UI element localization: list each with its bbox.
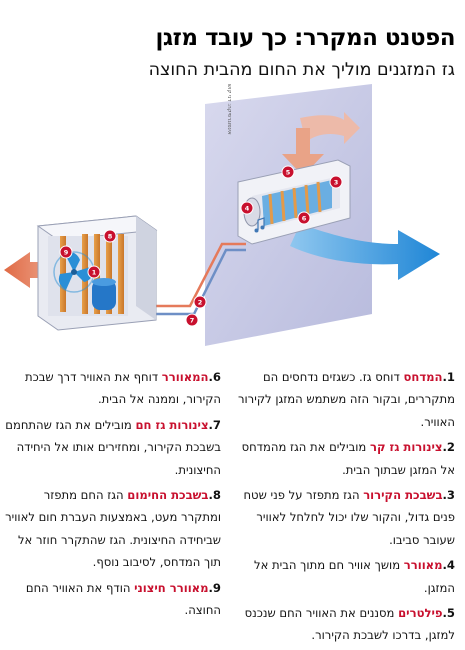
- legend-left-column: [1, 366, 221, 624]
- marker-8: [104, 230, 116, 242]
- legend-item-9: 9.מאוורר חיצוני הודף את האוויר החם החוצה.: [25, 580, 221, 618]
- credit: [224, 84, 234, 174]
- marker-4: [241, 202, 253, 214]
- svg-text:8: 8: [107, 232, 113, 241]
- legend-item-5: 5.פילטרים מסננים את האוויר החם שנכנס למזגן, בדרכו לשבכת הקירור.: [244, 606, 455, 643]
- svg-text:7: 7: [189, 316, 195, 325]
- svg-text:1: 1: [91, 268, 97, 277]
- legend-item-7: 7.צינורות גז חם מובילים את הגז שהתחמם בשבכת הקירור, ומחזירים אותו אל היחידה החיצונית.: [5, 417, 221, 477]
- marker-9: [60, 246, 72, 258]
- svg-text:6: 6: [301, 214, 307, 223]
- svg-text:3: 3: [333, 178, 339, 187]
- headline: הפטנט המקרר: כך עובד מזגן: [155, 25, 455, 51]
- marker-3: [330, 176, 342, 188]
- legend-item-3: 3.בשבכת הקירור הגז מתפזר על פני שטח פנים גדול, והקור שלו יכול לחלחל לאוויר שעובר סביבו.: [243, 488, 455, 547]
- marker-2: [194, 296, 206, 308]
- legend-right-column: [233, 366, 455, 650]
- svg-text:4: 4: [244, 204, 250, 213]
- marker-7: [186, 314, 198, 326]
- legend-item-2: 2.צינורות גז קר מובילים את הגז מהמדחס אל המזגן שבתוך הבית.: [241, 440, 455, 477]
- svg-text:2: 2: [197, 298, 203, 307]
- marker-1: [88, 266, 100, 278]
- compressor: [92, 278, 116, 310]
- legend-item-1: 1.המדחס דוחס גז. כשגזים נדחסים הם מתקררים, ובקור הזה משתמש המזגן לקירור האוויר.: [237, 370, 455, 429]
- subheadline: גז המזגנים מוליך את החום מהבית החוצה: [148, 60, 455, 80]
- credit-text: אינפוגרפיקה: דני קוש: [226, 84, 232, 135]
- legend-item-8: 8.בשבכת החימום הגז החם מתפזר ומתקרר מעט, באמצעות העברת חום לאוויר שביחידה החיצונית. הגז שהתקרר חוזר אל תוך המדחס, לסיבוב נוסף.: [5, 488, 221, 570]
- marker-6: [298, 212, 310, 224]
- marker-5: [282, 166, 294, 178]
- svg-text:5: 5: [285, 168, 291, 177]
- legend-item-4: 4.מאוורר מושך אוויר חם מתוך הבית אל המזגן.: [253, 558, 455, 595]
- legend-item-6: 6.המאוורר דוחף את האוויר דרך שבכת הקירור, וממנה אל הבית.: [24, 370, 221, 407]
- svg-text:9: 9: [63, 248, 69, 257]
